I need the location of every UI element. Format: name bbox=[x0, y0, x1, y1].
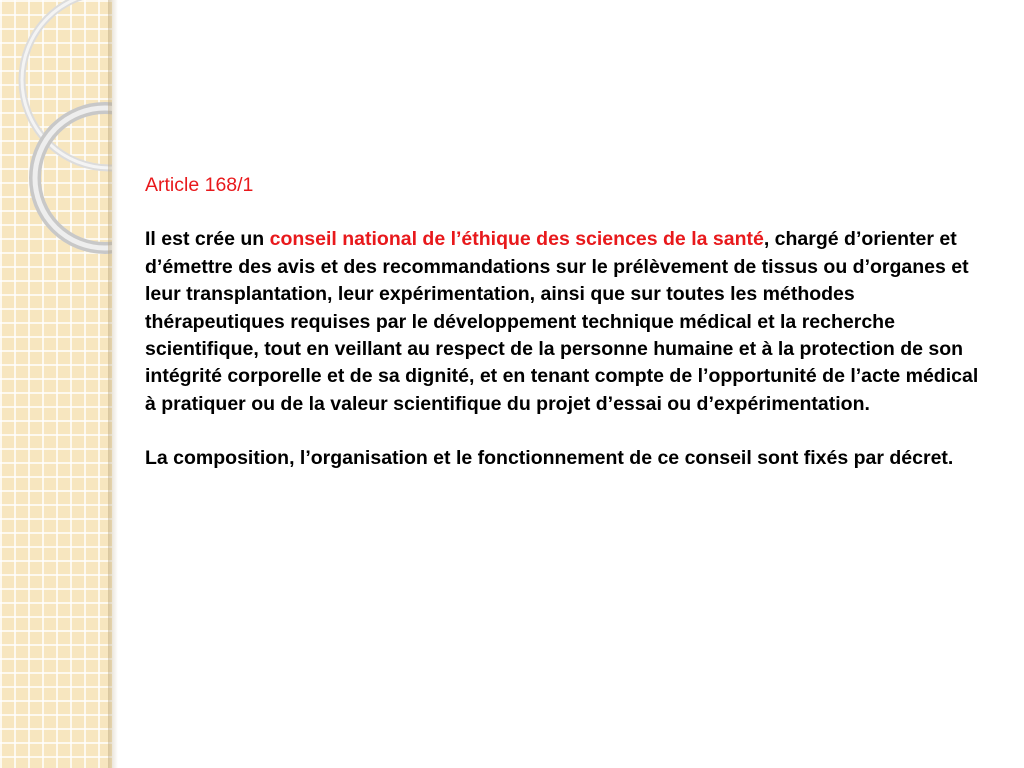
paragraph-main-rest: , chargé d’orienter et d’émettre des avis et des recommandations sur le prélèvement de tissus ou d’organes et leur transplantation, leur expérimentation, ainsi que sur toutes les méthodes thérapeutiques requises par le développement technique médical et la recherche scientifique, tout en veillant au respect de la personne humaine et à la protection de son intégrité corporelle et de sa dignité, et en tenant compte de l’opportunité de l’acte médical à pratiquer ou de la valeur scientifique du projet d’essai ou d’expérimentation. bbox=[145, 228, 979, 415]
article-heading: Article 168/1 bbox=[145, 174, 254, 196]
ring-small bbox=[35, 108, 112, 248]
paragraph-main bbox=[145, 226, 985, 418]
council-name-highlight: conseil national de l’éthique des sciences de la santé bbox=[269, 228, 764, 251]
paragraph-composition: La composition, l’organisation et le fonctionnement de ce conseil sont fixés par décret. bbox=[145, 447, 954, 470]
slide-body bbox=[145, 172, 985, 500]
ring-small-highlight bbox=[35, 108, 112, 248]
decorative-side-band bbox=[0, 0, 112, 768]
paragraph-main-intro: Il est crée un bbox=[145, 228, 270, 251]
ring-large bbox=[22, 0, 112, 168]
ring-large-highlight bbox=[22, 0, 112, 168]
decorative-rings bbox=[0, 0, 112, 768]
side-band-shadow bbox=[108, 0, 118, 768]
